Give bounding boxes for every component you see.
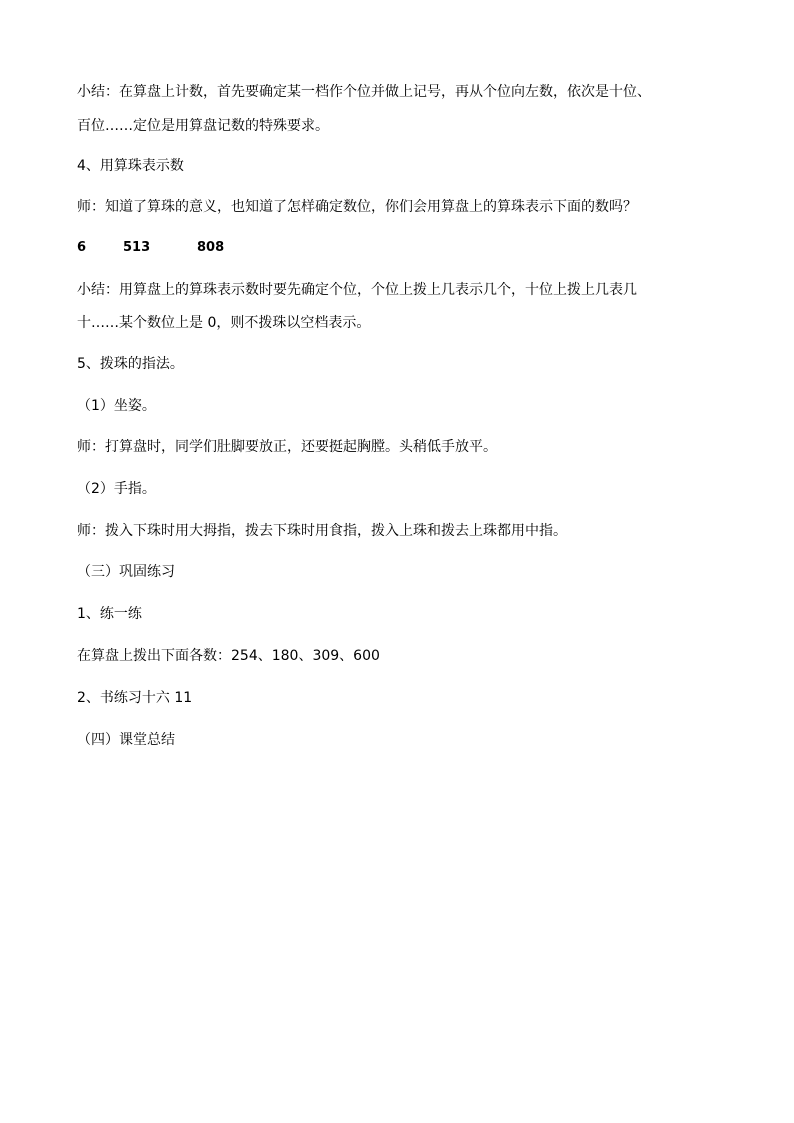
summary-paragraph-1-line-2: 百位……定位是用算盘记数的特殊要求。	[77, 118, 329, 134]
section-heading-practice: （三）巩固练习	[77, 564, 175, 580]
summary-paragraph-1-line-1: 小结：在算盘上计数，首先要确定某一档作个位并做上记号，再从个位向左数，依次是十位、	[77, 84, 651, 100]
number-item: 808	[197, 240, 225, 255]
number-row	[77, 238, 377, 258]
section-heading-summary: （四）课堂总结	[77, 732, 175, 748]
number-item: 513	[123, 240, 151, 255]
exercise-heading-1: 1、练一练	[77, 606, 142, 622]
exercise-heading-2: 2、书练习十六 11	[77, 690, 193, 706]
teacher-posture-paragraph: 师：打算盘时，同学们肚脚要放正，还要挺起胸膛。头稍低手放平。	[77, 439, 497, 455]
number-item: 6	[77, 240, 87, 255]
exercise-paragraph: 在算盘上拨出下面各数：254、180、309、600	[77, 648, 380, 664]
subheading-fingers: （2）手指。	[77, 481, 156, 497]
teacher-question-paragraph: 师：知道了算珠的意义，也知道了怎样确定数位，你们会用算盘上的算珠表示下面的数吗？	[77, 199, 637, 215]
subheading-sitting-posture: （1）坐姿。	[77, 398, 156, 414]
summary-paragraph-2-line-1: 小结：用算盘上的算珠表示数时要先确定个位，个位上拨上几表示几个，十位上拨上几表几	[77, 282, 637, 298]
teacher-fingering-paragraph: 师：拨入下珠时用大拇指，拨去下珠时用食指，拨入上珠和拨去上珠都用中指。	[77, 523, 567, 539]
section-heading-5: 5、拨珠的指法。	[77, 356, 184, 372]
summary-paragraph-2-line-2: 十……某个数位上是 0，则不拨珠以空档表示。	[77, 315, 371, 331]
section-heading-4: 4、用算珠表示数	[77, 158, 184, 174]
